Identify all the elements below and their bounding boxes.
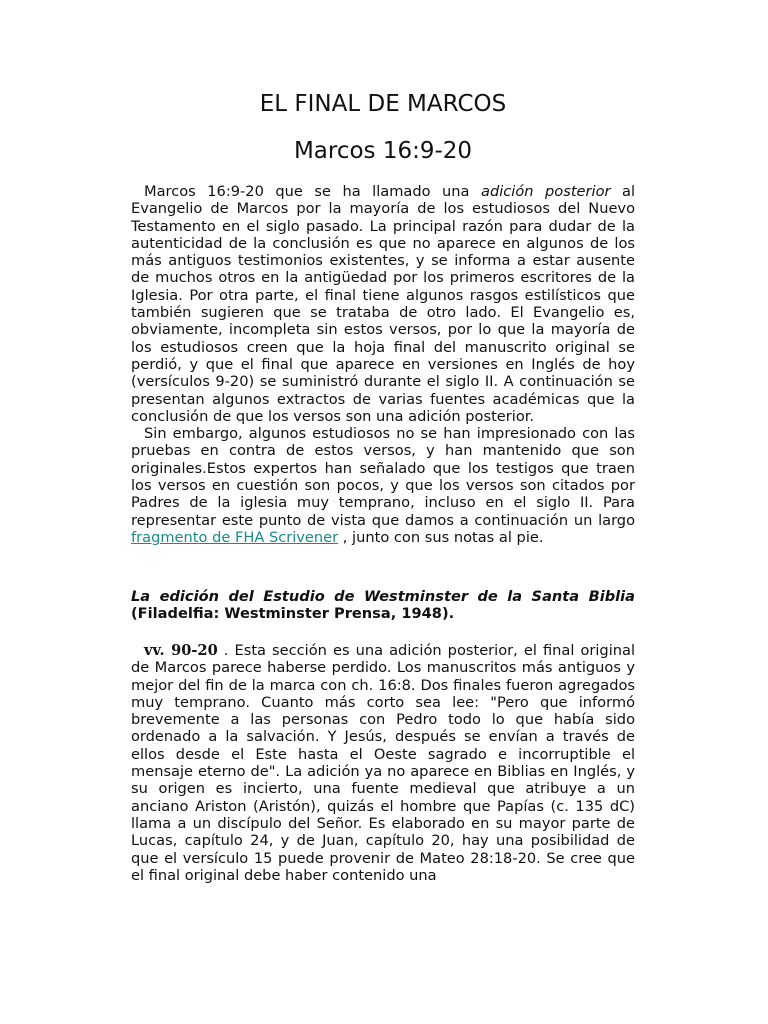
paragraph-intro-text-a: Marcos 16:9-20 que se ha llamado una [144,183,481,200]
paragraph-commentary-text: . Esta sección es una adición posterior, el final original de Marcos parece haberse perdido. Los manuscritos más antiguos y mejor del fin de la marca con ch. 16:8. Dos finales fueron agregados muy temprano. Cuanto más corto sea lee: "Pero que informó brevemente a las personas con Pedro todo lo que había sido ordenado a la salvación. Y Jesús, después se envían a través de ellos desde el Este hasta el Oeste sagrado e incorruptible el mensaje eterno de". La adición ya no aparece en Biblias en Inglés, y su origen es incierto, una fuente medieval que atribuye a un anciano Ariston (Aristón), quizás el hombre que Papías (c. 135 dC) llama a un discípulo del Señor. Es elaborado en su mayor parte de Lucas, capítulo 24, y de Juan, capítulo 20, hay una posibilidad de que el versículo 15 puede provenir de Mateo 28:18-20. Se cree que el final original debe haber contenido una [131,642,636,884]
paragraph-intro-text-b: al Evangelio de Marcos por la mayoría de los estudiosos del Nuevo Testamento en el siglo pasado. La principal razón para dudar de la autenticidad de la conclusión es que no aparece en algunos de los más antiguos testimonios existentes, y se informa a estar ausente de muchos otros en la antigüedad por los primeros escritores de la Iglesia. Por otra parte, el final tiene algunos rasgos estilísticos que también sugieren que se trataba de otro lado. El Evangelio es, obviamente, incompleta sin estos versos, por lo que la mayoría de los estudiosos creen que la hoja final del manuscrito original se perdió, y que el final que aparece en versiones en Inglés de hoy (versículos 9-20) se suministró durante el siglo II. A continuación se presentan algunos extractos de varias fuentes académicas que la conclusión de que los versos son una adición posterior. [131,183,635,425]
scrivener-fragment-link[interactable]: fragmento de FHA Scrivener [131,528,339,546]
source-heading [131,588,635,623]
commentary-section [131,642,635,884]
paragraph-scholars [131,425,635,546]
source-heading-line [131,588,635,623]
source-title: La edición del Estudio de Westminster de la Santa Biblia [131,588,635,605]
paragraph-scholars-text-a: Sin embargo, algunos estudiosos no se han impresionado con las pruebas en contra de estos versos, y han mantenido que son originales.Estos expertos han señalado que los testigos que traen los versos en cuestión son pocos, y que los versos son citados por Padres de la iglesia muy temprano, incluso en el siglo II. Para representar este punto de vista que damos a continuación un largo [131,425,635,529]
paragraph-intro [131,183,635,425]
paragraph-scholars-text-b: , junto con sus notas al pie. [338,528,544,546]
intro-section [131,183,635,546]
paragraph-intro-emphasis: adición posterior [481,183,611,200]
document-subtitle: Marcos 16:9-20 [293,138,473,164]
source-publisher: (Filadelfia: Westminster Prensa, 1948). [131,605,455,623]
verse-reference: vv. 90-20 [144,642,218,659]
paragraph-commentary [131,642,635,884]
document-title: EL FINAL DE MARCOS [259,91,507,117]
